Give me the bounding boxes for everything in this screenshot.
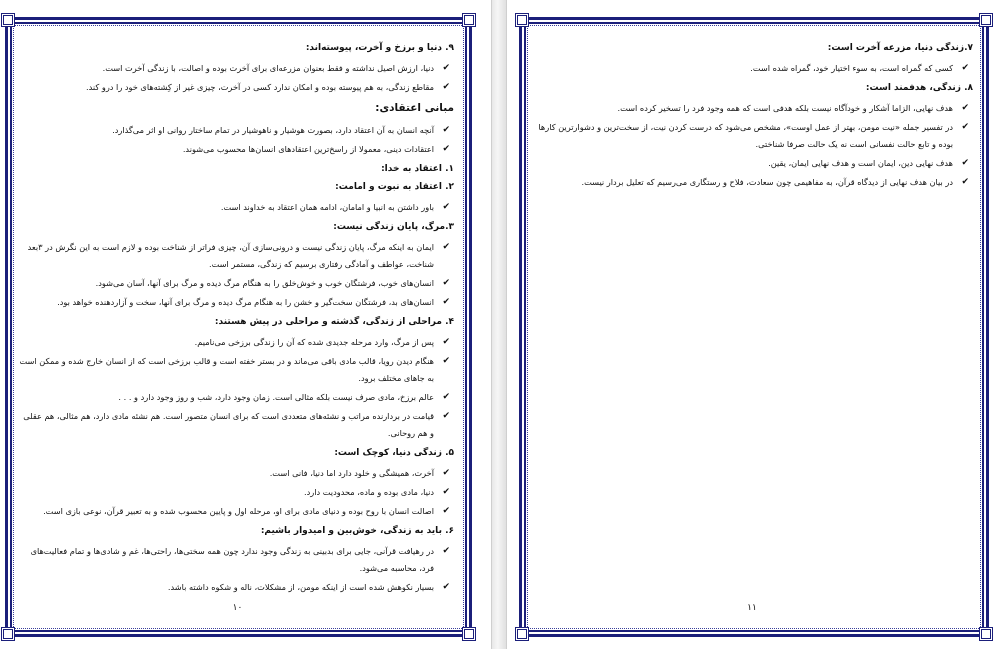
bullet-list [18,543,454,596]
check-icon: ✔ [442,411,450,421]
section-heading: ۸. زندگی، هدفمند است: [865,83,973,93]
page-left [0,0,491,649]
bullet-list [18,60,454,96]
check-icon: ✔ [442,487,450,497]
border-corner-ornament [515,13,529,27]
section-heading: ۹. دنیا و برزخ و آخرت، پیوسته‌اند: [305,43,454,53]
border-corner-ornament [1,627,15,641]
list-item-text: هدف نهایی دین، ایمان است و هدف نهایی ایمان، یقین. [768,158,953,168]
list-item [537,100,973,117]
section-heading: ۱. اعتقاد به خدا: [381,164,454,174]
check-icon: ✔ [442,356,450,366]
bullet-list [18,334,454,442]
check-icon: ✔ [442,506,450,516]
list-item-text: آنچه انسان به آن اعتقاد دارد، بصورت هوشیار و ناهوشیار در تمام ساختار روانی او اثر می‌گذارد. [112,125,434,135]
list-item [18,465,454,482]
list-item-text: هدف نهایی، الزاما آشکار و خودآگاه نیست بلکه هدفی است که همه وجود فرد را تسخیر کرده است. [617,103,953,113]
list-item-text: در تفسیر جمله «نیت مومن، بهتر از عمل اوست»، مشخص می‌شود که درست کردن نیت، از سخت‌ترین و دشوارترین کارها بوده و تابع حالت نفسانی است نه یک حالت صرفا شناختی. [538,122,953,149]
list-item [18,543,454,577]
section-heading: ۶. باید به زندگی، خوش‌بین و امیدوار باشیم: [260,526,454,536]
check-icon: ✔ [442,546,450,556]
list-item-text: دنیا، ارزش اصیل نداشته و فقط بعنوان مزرعه‌ای برای آخرت بوده و اصالت، با زندگی آخرت است. [102,63,434,73]
section-heading: مبانی اعتقادی: [375,102,454,114]
section-heading: ۵. زندگی دنیا، کوچک است: [334,448,454,458]
border-corner-ornament [1,13,15,27]
page-content [537,40,973,196]
page-right [507,0,997,649]
list-item-text: آخرت، همیشگی و خلود دارد اما دنیا، فانی است. [269,468,434,478]
list-item-text: باور داشتن به انبیا و امامان، ادامه همان اعتقاد به خداوند است. [220,202,434,212]
list-item [18,60,454,77]
check-icon: ✔ [442,82,450,92]
page-number: ۱۰ [232,603,243,613]
list-item [537,60,973,77]
list-item [18,389,454,406]
list-item-text: در بیان هدف نهایی از دیدگاه قرآن، به مفاهیمی چون سعادت، فلاح و رستگاری می‌رسیم که تعلیل بردار نیست. [581,177,953,187]
check-icon: ✔ [961,158,969,168]
list-item-text: پس از مرگ، وارد مرحله جدیدی شده که آن را زندگی برزخی می‌نامیم. [194,337,434,347]
check-icon: ✔ [961,63,969,73]
bullet-list [18,199,454,216]
list-item [537,119,973,153]
list-item-text: کسی که گمراه است، به سوء اختیار خود، گمراه شده است. [750,63,953,73]
list-item-text: قیامت در بردارنده مراتب و نشئه‌های متعددی است که برای انسان متصور است. هم نشئه مادی دارد، هم مثالی، هم عقلی و هم روحانی. [23,411,434,438]
list-item-text: در رهیافت قرآنی، جایی برای بدبینی به زندگی وجود ندارد چون همه سختی‌ها، راحتی‌ها، غم و شادی‌ها و تمام فعالیت‌های فرد، محاسبه می‌شود. [30,546,434,573]
page-number: ۱۱ [747,603,757,613]
check-icon: ✔ [442,582,450,592]
page-content [18,40,454,601]
list-item-text: انسان‌های بد، فرشتگان سخت‌گیر و خشن را به هنگام مرگ دیده و مرگ برای آنها، سخت و آزاردهنده خواهد بود. [57,297,434,307]
list-item-text: بسیار نکوهش شده است از اینکه مومن، از مشکلات، ناله و شکوه داشته باشد. [167,582,434,592]
list-item [18,122,454,139]
list-item [18,239,454,273]
border-corner-ornament [462,627,476,641]
list-item-text: اعتقادات دینی، معمولا از راسخ‌ترین اعتقادهای انسان‌ها محسوب می‌شوند. [182,144,434,154]
list-item-text: اصالت انسان با روح بوده و دنیای مادی برای او، مرحله اول و پایین محسوب شده و به تعبیر قرآن، نوعی بازی است. [43,506,434,516]
list-item-text: دنیا، مادی بوده و ماده، محدودیت دارد. [304,487,434,497]
border-corner-ornament [979,13,993,27]
list-item [537,174,973,191]
bullet-list [537,60,973,77]
check-icon: ✔ [442,144,450,154]
check-icon: ✔ [442,63,450,73]
border-corner-ornament [462,13,476,27]
list-item [18,503,454,520]
list-item [18,199,454,216]
list-item [18,579,454,596]
list-item [18,408,454,442]
list-item-text: ایمان به اینکه مرگ، پایان زندگی نیست و درونی‌سازی آن، چیزی فراتر از شناخت بوده و لازم است به این نگرش در ۳بعد شناخت، عواطف و آمادگی رفتاری برسیم که زندگی، مستمر است. [27,242,434,269]
bullet-list [18,122,454,158]
list-item [18,353,454,387]
check-icon: ✔ [442,242,450,252]
list-item-text: مقاطع زندگی، به هم پیوسته بوده و امکان ندارد کسی در آخرت، چیزی غیر از کِشته‌های خود را درو کند. [86,82,434,92]
list-item [18,294,454,311]
list-item [537,155,973,172]
section-heading: ۲. اعتقاد به نبوت و امامت: [335,182,454,192]
check-icon: ✔ [961,122,969,132]
list-item [18,79,454,96]
check-icon: ✔ [442,278,450,288]
border-corner-ornament [515,627,529,641]
list-item-text: انسان‌های خوب، فرشتگان خوب و خوش‌خلق را به هنگام مرگ دیده و مرگ برای آنها، آسان می‌شود. [95,278,434,288]
check-icon: ✔ [442,125,450,135]
check-icon: ✔ [442,392,450,402]
section-heading: ۳.مرگ، پایان زندگی نیست: [333,222,454,232]
check-icon: ✔ [961,177,969,187]
check-icon: ✔ [442,337,450,347]
check-icon: ✔ [442,297,450,307]
check-icon: ✔ [442,468,450,478]
list-item [18,141,454,158]
list-item-text: هنگام دیدن رویا، قالب مادی باقی می‌ماند و در بستر خفته است و قالب برزخی است که از انسان خارج شده و ممکن است به جاهای مختلف برود. [19,356,434,383]
list-item [18,275,454,292]
list-item [18,334,454,351]
check-icon: ✔ [961,103,969,113]
bullet-list [18,465,454,520]
list-item [18,484,454,501]
check-icon: ✔ [442,202,450,212]
bullet-list [537,100,973,191]
list-item-text: عالم برزخ، مادی صرف نیست بلکه مثالی است. زمان وجود دارد، شب و روز وجود دارد و . . . [118,392,434,402]
section-heading: ۷.زندگی دنیا، مزرعه آخرت است: [827,43,973,53]
section-heading: ۴. مراحلی از زندگی، گذشته و مراحلی در پیش هستند: [214,317,454,327]
bullet-list [18,239,454,311]
page-gutter [491,0,507,649]
border-corner-ornament [979,627,993,641]
